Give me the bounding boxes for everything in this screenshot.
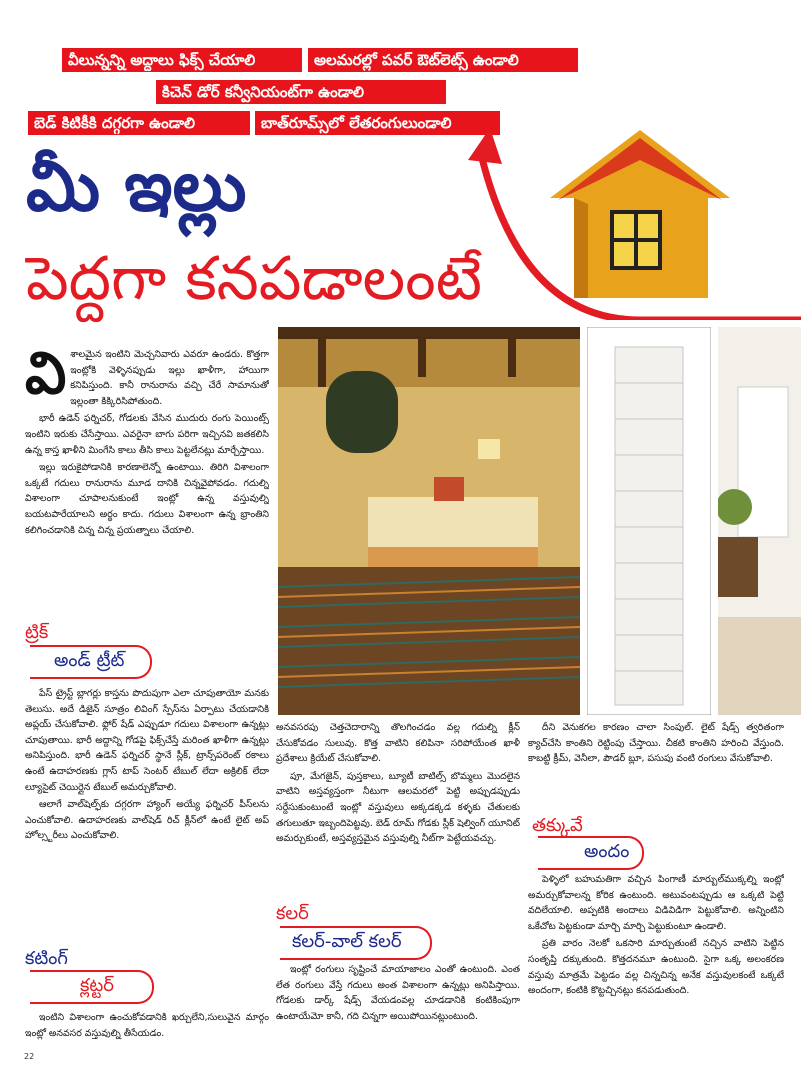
subheading-less: తక్కువే [532,815,583,836]
tag-bed-window: బెడ్ కిటికీకి దగ్గరగా ఉండాలి [28,111,250,135]
column-3-part-2 [528,872,784,1044]
page-title-line1: మీ ఇల్లు [26,145,247,227]
hanging-organizer-photo [587,327,711,715]
intro-paragraph: శాలమైన ఇంటిని మెచ్చనివారు ఎవరూ ఉండరు. కొత్తగా ఇంట్లోకి వెళ్ళినప్పుడు ఇల్లు ఖాళీగా, హాయిగా కనిపిస్తుంది. కానీ రానురాను వచ్చి చేరే సామానుతో ఇల్లంతా కిక్కిరిసిపోతుంది. [70,349,269,407]
paragraph-space: పేస్ ట్రైస్ట్ బ్లాగర్లు కాస్తను పొదుపుగా ఎలా చూపుతాయో మనకు తెలుసు. అదే డిజైన్ సూత్రం లివింగ్ స్పేస్‌ను ఏర్పాటు చేయడానికి అప్లయ్ చేసుకోవాలి. ఫ్లోర్ షేడ్ ఎప్పుడూ గదులు విశాలంగా ఉన్నట్లు చూపుతాయి. భారీ అద్దాన్ని గోడపై ఫిక్స్‌చేస్తే మరింత ఖాళీగా ఉన్నట్లు అనిపిస్తుంది. భారీ ఉడెన్ ఫర్నిచర్ స్థానే స్లీక్, ట్రాన్స్‌పరెంట్ రకాలు ఉంటే ఉదాహరణకు గ్లాస్ టాప్ సెంటర్ టేబుల్ లేదా అక్రిలిక్ లేదా ల్యూసైట్ చెయిర్లైన టేబుల్ అమర్చుకోవాలి. [25,688,269,793]
tag-mirrors: వీలున్నన్ని అద్దాలు ఫిక్స్ చేయాలి [62,48,302,72]
page-number: 22 [24,1052,35,1061]
tag-bathroom-colors: బాత్‌రూమ్స్‌లో లేతరంగులుండాలి [255,111,500,135]
column-1 [25,347,269,617]
subheading-trick: ట్రిక్ [25,622,49,643]
subheading-wall-color: కలర్-వాల్ కలర్ [292,931,402,952]
paragraph-rotation: ప్రతి వారం నెలకో ఒకసారి మార్చుతుంటే నచ్చిన వాటిని పెట్టిన సంతృప్తి దక్కుతుంది. కొత్తదనమూ ఉంటుంది. సైగా ఒక్క అలంకరణ వస్తువు మాత్రమే పెట్టడం వల్ల చిన్నచిన్న అనేక వస్తువులకంటే ఒక్కటే అందంగా, కంటికి కొట్టచ్చినట్లు కనపడుతుంది. [528,938,784,997]
tag-power-outlets: అలమరల్లో పవర్ ఔట్‌లెట్స్ ఉండాలి [308,48,578,72]
drop-cap: వి [25,347,67,407]
living-room-photo [718,327,801,715]
column-1-part-3 [25,1010,269,1044]
column-2-part-2 [276,962,520,1044]
subheading-cutting: కటింగ్ [25,948,68,969]
subheading-beauty: అందం [584,841,630,862]
bedroom-photo [278,327,580,715]
subheading-clutter: క్లట్టర్ [80,975,114,996]
column-1-part-2 [25,686,269,936]
page-title-line2: పెద్దగా కనపడాలంటే [26,244,482,314]
subheading-color: కలర్ [276,903,309,924]
paragraph-organizing: పూ, మేగజైన్, పుస్తకాలు, బ్యూటీ బాటిల్స్ బొమ్మలు మొదలైన వాటిని అస్తవ్యస్తంగా నీటుగా ఆలమరలో పెట్టి అప్పుడప్పుడు సర్దేసుకుంటుంటే ఇంట్లో వస్తువులు అక్కడక్కడ కళ్ళకు చేతులకు తగులుతూ ఇబ్బందిపెట్టవు. బెడ్ రూమ్ గోడకు స్లీక్ షెల్వింగ్ యూనిట్ అమర్చుకుంటే, అస్తవ్యస్తమైన వస్తువుల్ని నీట్‌గా పెట్టేయవచ్చు. [276,770,520,845]
column-3 [528,720,784,800]
subheading-and-treat: అండ్ ట్రీట్ [54,650,125,671]
paragraph-wall-shelf: ఆలాగే వాల్‌షెల్ఫ్‌కు దగ్గరగా హ్యాంగ్ అయ్యే ఫర్నిచర్ పీస్‌లను ఎంచుకోవాలి. ఉదాహరణకు వాల్‌షెడ్ రిచ్ క్లీన్‌లో ఉంటే లైట్ అప్ హోల్స్టరీలు ఎంచుకోవాలి. [25,799,269,842]
house-arrow-illustration [440,120,801,320]
column-2 [276,720,520,892]
tag-kitchen-door: కిచెన్ డోర్ కన్వీనియంట్‌గా ఉండాలి [156,80,446,104]
paragraph-reasons: ఇల్లు ఇరుకైపోడానికి కారణాలెన్నో ఉంటాయి. తిరిగి విశాలంగా ఒక్కటే గదులు రానురాను మూడ దానికి చిన్నవైపోవడం. గదుల్ని విశాలంగా చూపాలనుకుంటే ఇంట్లో ఉన్న వస్తువుల్ని బయటపారేయాలని అర్థం కాదు. గదులు విశాలంగా ఉన్న భ్రాంతిని కలిగించడానికి చిన్న చిన్న ప్రయత్నాలు చేయాలి. [25,462,269,536]
paragraph-gifts: పెళ్ళిలో బహుమతిగా వచ్చిన పింగాణీ మార్బుల్‌ముక్కల్ని ఇంట్లో అమర్చుకోవాలన్న కోరిక ఉంటుంది. అటువంటప్పుడు ఆ ఒక్కటి పెట్టి వదిలేయాలి. అప్పటికి అందాలు విడివిడిగా పెట్టుకోవాలి. అన్నింటిని ఒకేచోట పెట్టకుండా మార్చి మార్చి పెట్టుకుంటూ ఉండాలి. [528,874,784,932]
paragraph-light-shades: దీని వెనుకగల కారణం చాలా సింపుల్. లైట్ షేడ్స్ త్వరితంగా క్యాచ్‌చేసి కాంతిని రెట్టింపు చేస్తాయి. చీకటి కాంతిని హరించి వేస్తుంది. కాబట్టి క్రీమ్, వెనీలా, పౌడర్ బ్లూ, పసుపు వంటి రంగులు వేసుకోవాలి. [528,722,784,765]
paragraph-clutter: ఇంటిని విశాలంగా ఉంచుకోవడానికి ఖర్చులేని,సులువైన మార్గం ఇంట్లో అనవసర వస్తువుల్ని తీసేయడం. [25,1012,269,1039]
paragraph-furniture: భారీ ఉడెన్ ఫర్నిచర్, గోడలకు వేసిన ముదురు రంగు పెయింట్స్ ఇంటిని ఇరుకు చేసేస్తాయి. ఎవరైనా బాగు పరిగా ఇచ్చినవి జతకలిసి ఉన్న కాస్త ఖాళీని మింగేసి కాలు తీసి కాలు పెట్టలేనట్లు మార్చేస్తాయి. [25,413,269,456]
paragraph-colors: ఇంట్లో రంగులు సృష్టించే మాయాజాలం ఎంతో ఉంటుంది. ఎంత లేత రంగులు వేస్తే గదులు అంత విశాలంగా ఉన్నట్లు అనిపిస్తాయి. గోడలకు డార్క్ షేడ్స్ వేయడంవల్ల చూడడానికి కంటికింపుగా ఉంటాయేమో కానీ, గది చిన్నగా అయిపోయినట్లుంటుంది. [276,964,520,1022]
paragraph-cleaning: అనవసరపు చెత్తచెదారాన్ని తొలగించడం వల్ల గదుల్ని క్లీన్ చేసుకోవడం సులువు. కొత్త వాటిని కలిపినా సరిపోయేంత ఖాళీ ప్రదేశాలు క్రియేట్ చేసుకోవాలి. [276,722,520,765]
